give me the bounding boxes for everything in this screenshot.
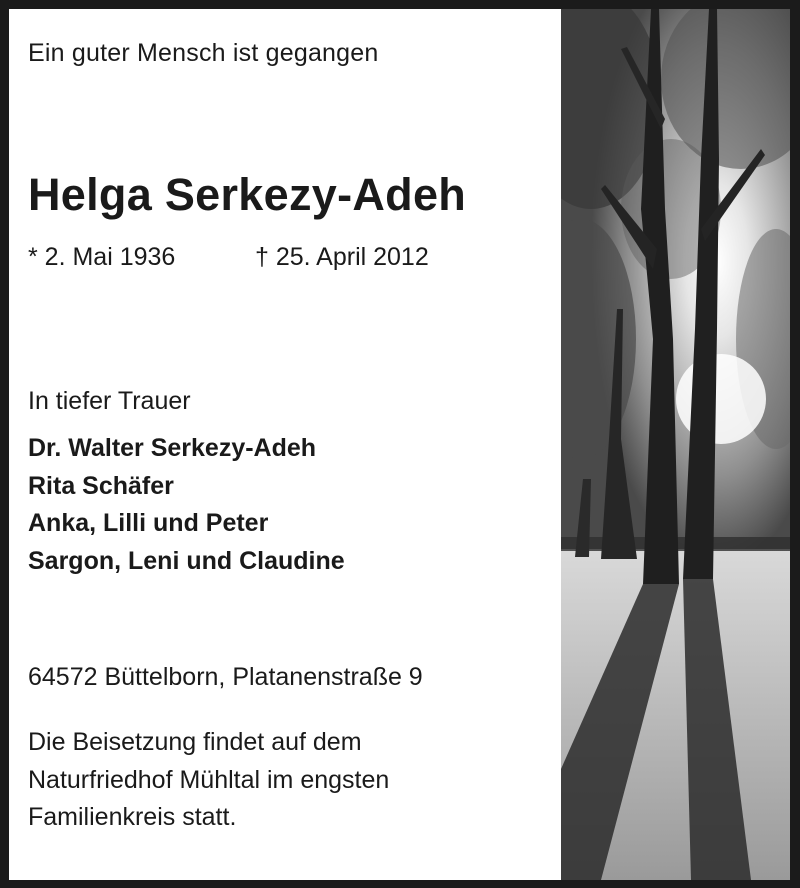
mourner: Sargon, Leni und Claudine: [28, 546, 345, 575]
mourners-list: [28, 430, 345, 580]
burial-line: Naturfriedhof Mühltal im engsten: [28, 765, 390, 794]
headline: Ein guter Mensch ist gegangen: [28, 39, 379, 67]
burial-line: Familienkreis statt.: [28, 803, 237, 831]
burial-note: [28, 724, 389, 837]
burial-line: Die Beisetzung findet auf dem: [28, 728, 362, 756]
deceased-name: Helga Serkezy-Adeh: [28, 169, 467, 220]
mourning-intro: In tiefer Trauer: [28, 387, 191, 415]
text-column: [9, 9, 561, 880]
death-date: † 25. April 2012: [255, 243, 429, 271]
mourner: Rita Schäfer: [28, 471, 174, 500]
mourner: Anka, Lilli und Peter: [28, 509, 269, 537]
birth-date: * 2. Mai 1936: [28, 243, 176, 271]
mourner: Dr. Walter Serkezy-Adeh: [28, 434, 317, 462]
park-trees-photo: [561, 9, 790, 880]
address: 64572 Büttelborn, Platanenstraße 9: [28, 663, 423, 691]
